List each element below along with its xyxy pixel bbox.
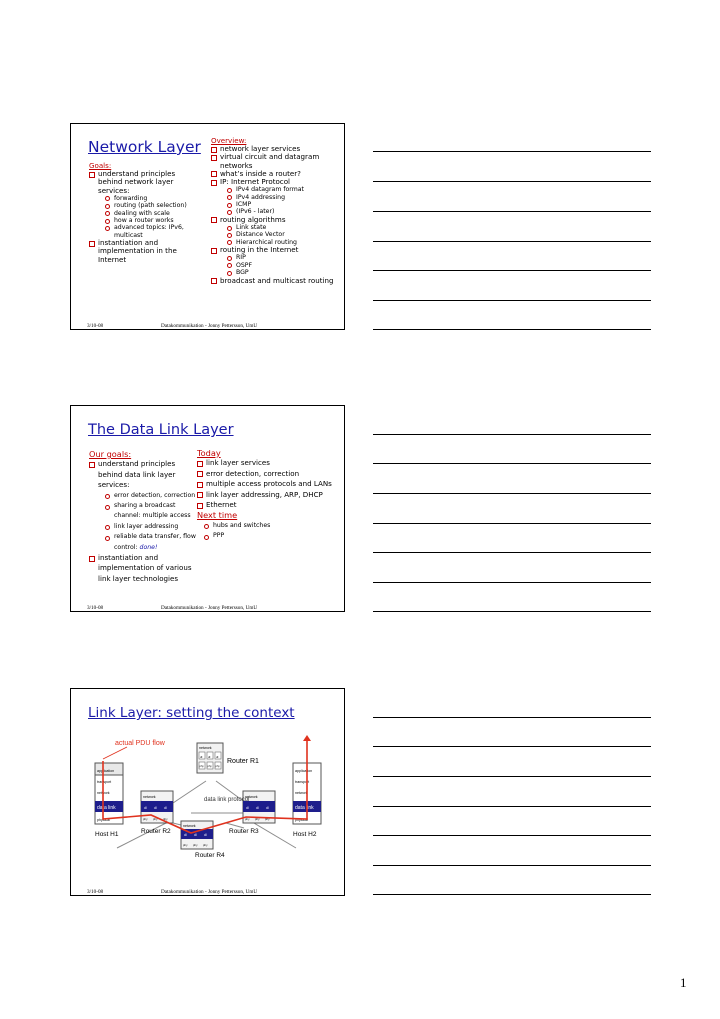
router-label-r1: Router R1 [227,758,259,765]
goals-column [89,449,199,584]
list-item: network layer services [211,145,339,153]
sub-list-item: (IPv6 - later) [220,208,339,215]
svg-text:dl: dl [246,806,249,810]
sub-list-item: advanced topics: IPv6, multicast [98,224,201,239]
layer-label: data link [295,805,314,811]
sub-list-item: IPv4 datagram format [220,186,339,193]
slide-network-layer [70,123,345,330]
note-line [373,463,651,464]
list-item: virtual circuit and datagram networks [211,153,339,169]
flow-arrow-head [303,735,311,741]
svg-text:phy: phy [143,817,148,821]
overview-column [211,137,339,285]
note-line [373,835,651,836]
list-item: routing in the Internet RIP OSPF BGP [211,246,339,276]
data-link-protocol-label: data link protocol [204,797,250,803]
list-item: instantiation and implementation in the Internet [89,239,201,264]
svg-text:phy: phy [193,843,198,847]
list-item: instantiation and implementation of various link layer technologies [89,553,199,584]
svg-text:phy: phy [183,843,188,847]
layer-label: network [295,791,308,795]
sub-list-item: hubs and switches [197,521,337,531]
note-line [373,151,651,152]
goals-heading: Our goals: [89,449,132,459]
note-line [373,270,651,271]
svg-text:dl: dl [204,833,207,837]
note-line [373,300,651,301]
router-r2 [141,791,173,835]
sub-list-item: Hierarchical routing [220,239,339,246]
note-line [373,865,651,866]
router-r4 [181,821,225,859]
page-number: 1 [680,975,687,990]
sub-list-item: OSPF [220,262,339,269]
note-line [373,241,651,242]
host-h1-stack [95,763,123,838]
svg-text:phy: phy [207,765,212,768]
sub-list-item: BGP [220,269,339,276]
list-item: error detection, correction [197,469,337,479]
svg-text:phy: phy [265,817,270,821]
list-item: link layer addressing, ARP, DHCP [197,490,337,500]
sub-list-item: sharing a broadcast channel: multiple access [98,501,199,522]
svg-text:phy: phy [215,765,220,768]
sub-list-item: Distance Vector [220,231,339,238]
note-line [373,493,651,494]
footer-date: 3/10-08 [87,323,104,329]
goals-heading: Goals: [89,161,112,170]
sub-list-item: reliable data transfer, flow control: done! [98,532,199,553]
footer-date: 3/10-08 [87,889,104,895]
note-line [373,329,651,330]
layer-label: transport [295,780,310,784]
list-item: Ethernet [197,500,337,510]
note-line [373,523,651,524]
svg-text:network: network [183,824,196,828]
router-label-r3: Router R3 [229,828,259,835]
svg-text:dl: dl [184,833,187,837]
svg-text:dl: dl [208,755,211,759]
note-line [373,746,651,747]
layer-label: physical [295,818,308,822]
today-column [197,448,337,542]
slide-data-link-layer [70,405,345,612]
list-item: understand principles behind data link layer services: error detection, correction sharing a broadcast channel: multiple access link layer addressing reliable data transfer, flow control: done! [89,459,199,553]
sub-list-item: link layer addressing [98,522,199,532]
slide-title: Link Layer: setting the context [88,705,295,721]
today-heading: Today [197,448,221,458]
footer-text: Datakommunikation - Jonny Pettersson, UmU [161,323,258,329]
note-line [373,552,651,553]
note-line [373,611,651,612]
layer-label: network [97,791,110,795]
sub-list-item: error detection, correction [98,491,199,501]
note-line [373,806,651,807]
list-item: multiple access protocols and LANs [197,479,337,489]
sub-list-item: dealing with scale [98,210,201,217]
host-label-h1: Host H1 [95,831,119,838]
svg-text:phy: phy [153,817,158,821]
layer-label: data link [97,805,116,811]
sub-list-item: forwarding [98,195,201,202]
goals-column [89,162,201,264]
note-line [373,776,651,777]
sub-list-item: IPv4 addressing [220,194,339,201]
svg-text:dl: dl [266,806,269,810]
router-label-r2: Router R2 [141,828,171,835]
list-item: routing algorithms Link state Distance Vector Hierarchical routing [211,216,339,246]
svg-text:dl: dl [154,806,157,810]
layer-label: application [295,769,313,773]
router-label-r4: Router R4 [195,852,225,859]
svg-text:network: network [199,746,212,750]
svg-text:dl: dl [164,806,167,810]
slide-link-layer-context [70,688,345,896]
svg-text:network: network [245,795,258,799]
svg-text:dl: dl [216,755,219,759]
layer-label: transport [97,780,112,784]
next-time-heading: Next time [197,510,238,521]
list-item: understand principles behind network layer services: forwarding routing (path selection) dealing with scale how a router works advanced topics: IPv6, multicast [89,170,201,239]
note-line [373,181,651,182]
svg-text:phy: phy [255,817,260,821]
svg-text:phy: phy [203,843,208,847]
link-layer-diagram [71,733,346,863]
list-item: broadcast and multicast routing [211,277,339,285]
list-item: link layer services [197,458,337,468]
footer-text: Datakommunikation - Jonny Pettersson, UmU [161,605,258,611]
pdu-flow-label: actual PDU flow [115,740,165,747]
svg-text:phy: phy [199,765,204,768]
note-line [373,717,651,718]
footer-date: 3/10-08 [87,605,104,611]
list-item: what’s inside a router? [211,170,339,178]
note-line [373,434,651,435]
svg-text:dl: dl [200,755,203,759]
sub-list-item: RIP [220,254,339,261]
svg-text:network: network [143,795,156,799]
svg-text:phy: phy [163,817,168,821]
host-label-h2: Host H2 [293,831,317,838]
done-note: done! [139,543,158,551]
layer-label: physical [97,818,110,822]
note-line [373,582,651,583]
sub-list-item: Link state [220,224,339,231]
svg-text:dl: dl [194,833,197,837]
note-line [373,894,651,895]
sub-list-item: routing (path selection) [98,202,201,209]
svg-text:dl: dl [256,806,259,810]
sub-list-item: how a router works [98,217,201,224]
svg-text:phy: phy [245,817,250,821]
slide-title: The Data Link Layer [88,422,234,438]
router-r1 [197,743,259,773]
sub-list-item: ICMP [220,201,339,208]
sub-list-item: PPP [197,531,337,541]
note-line [373,211,651,212]
svg-text:dl: dl [144,806,147,810]
list-item: IP: Internet Protocol IPv4 datagram format IPv4 addressing ICMP (IPv6 - later) [211,178,339,216]
footer-text: Datakommunikation - Jonny Pettersson, UmU [161,889,258,895]
layer-label: application [97,769,115,773]
slide-title: Network Layer [88,138,201,156]
overview-heading: Overview: [211,136,247,145]
